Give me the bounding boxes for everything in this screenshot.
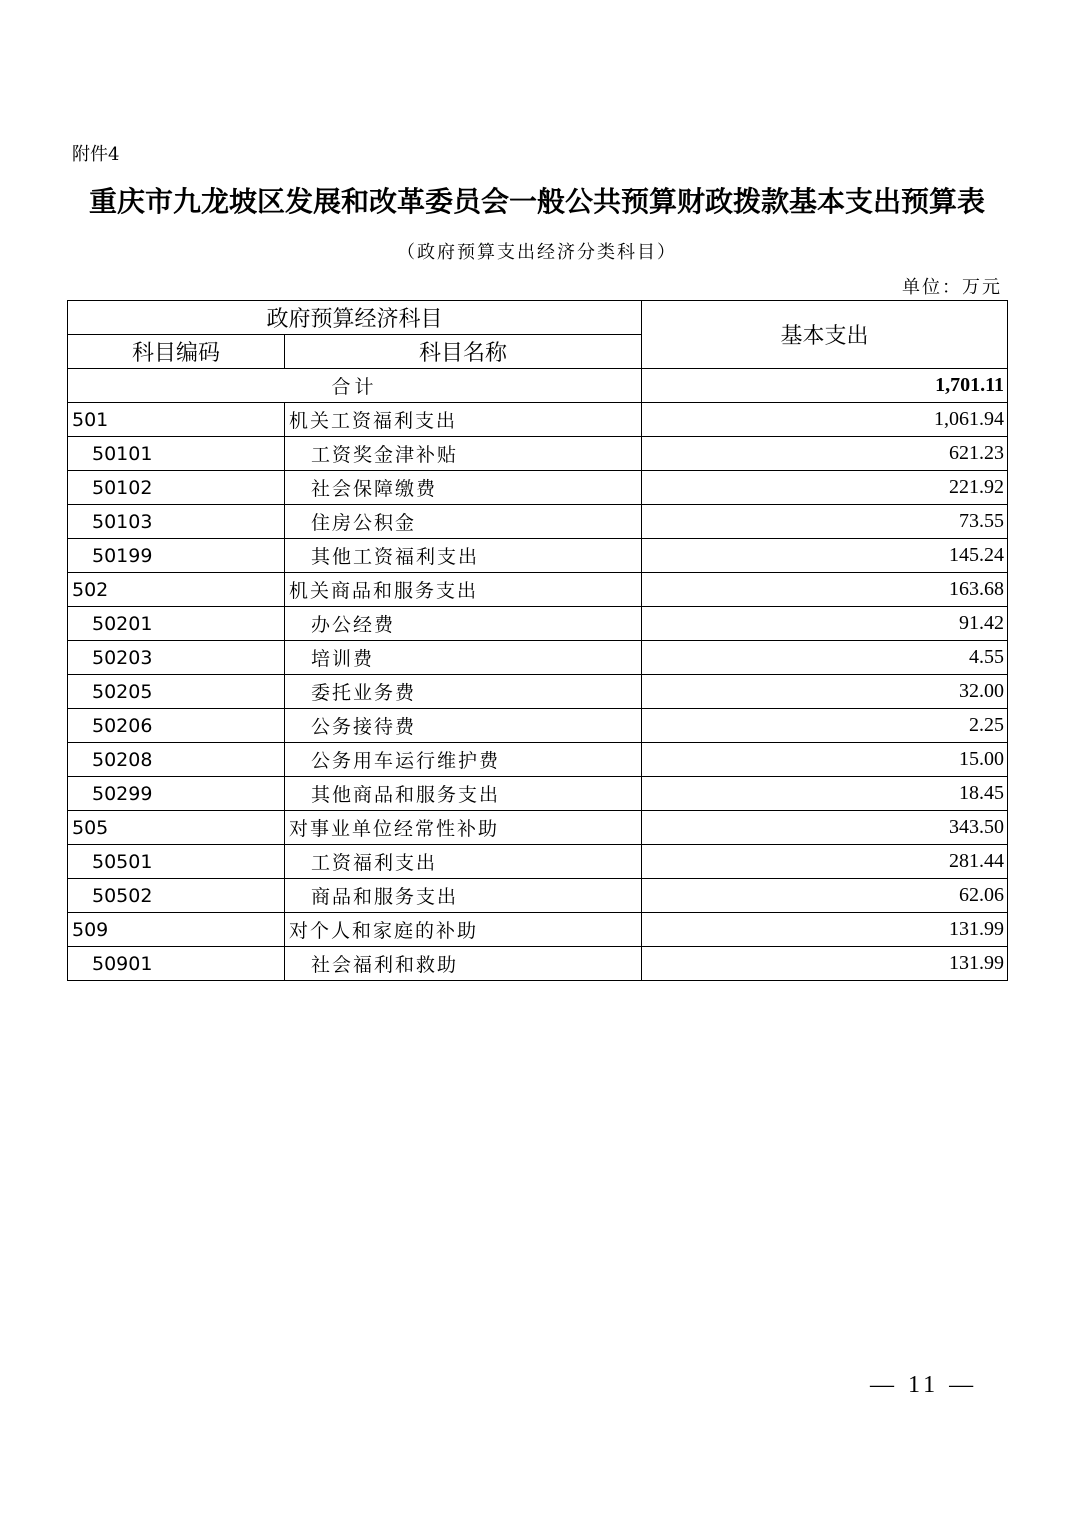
- row-code: 50299: [68, 777, 285, 811]
- row-amount: 73.55: [642, 505, 1008, 539]
- header-code: 科目编码: [68, 335, 285, 369]
- table-row: [68, 573, 1008, 607]
- table-row: [68, 675, 1008, 709]
- row-code: 502: [68, 573, 285, 607]
- table-row: [68, 709, 1008, 743]
- table-row: [68, 811, 1008, 845]
- table-row: [68, 471, 1008, 505]
- row-code: 50203: [68, 641, 285, 675]
- row-name: 工资福利支出: [285, 845, 642, 879]
- table-row: [68, 947, 1008, 981]
- row-amount: 221.92: [642, 471, 1008, 505]
- row-code: 50101: [68, 437, 285, 471]
- row-code: 50901: [68, 947, 285, 981]
- page-number: — 11 —: [870, 1372, 978, 1398]
- row-code: 50206: [68, 709, 285, 743]
- table-row: [68, 845, 1008, 879]
- row-amount: 621.23: [642, 437, 1008, 471]
- row-amount: 32.00: [642, 675, 1008, 709]
- row-name: 社会福利和救助: [285, 947, 642, 981]
- row-amount: 163.68: [642, 573, 1008, 607]
- row-name: 对个人和家庭的补助: [285, 913, 642, 947]
- row-name: 公务用车运行维护费: [285, 743, 642, 777]
- row-name: 公务接待费: [285, 709, 642, 743]
- total-row: [68, 369, 1008, 403]
- row-code: 50205: [68, 675, 285, 709]
- total-amount: 1,701.11: [642, 369, 1008, 403]
- row-code: 50103: [68, 505, 285, 539]
- table-row: [68, 505, 1008, 539]
- row-name: 其他商品和服务支出: [285, 777, 642, 811]
- budget-table: [67, 300, 1008, 981]
- row-name: 培训费: [285, 641, 642, 675]
- header-group: 政府预算经济科目: [68, 301, 642, 335]
- page-subtitle: （政府预算支出经济分类科目）: [397, 242, 677, 263]
- row-code: 505: [68, 811, 285, 845]
- total-label: 合计: [68, 369, 642, 403]
- row-code: 50501: [68, 845, 285, 879]
- row-code: 50502: [68, 879, 285, 913]
- row-amount: 131.99: [642, 947, 1008, 981]
- header-name: 科目名称: [285, 335, 642, 369]
- attachment-label: 附件4: [72, 144, 120, 165]
- row-name: 工资奖金津补贴: [285, 437, 642, 471]
- row-name: 委托业务费: [285, 675, 642, 709]
- row-name: 机关商品和服务支出: [285, 573, 642, 607]
- table-row: [68, 879, 1008, 913]
- unit-label: 单位：万元: [902, 277, 1002, 298]
- row-amount: 18.45: [642, 777, 1008, 811]
- row-code: 50201: [68, 607, 285, 641]
- row-amount: 131.99: [642, 913, 1008, 947]
- row-code: 50208: [68, 743, 285, 777]
- row-code: 501: [68, 403, 285, 437]
- header-amount: 基本支出: [642, 301, 1008, 369]
- row-code: 50199: [68, 539, 285, 573]
- row-amount: 2.25: [642, 709, 1008, 743]
- row-amount: 4.55: [642, 641, 1008, 675]
- row-name: 其他工资福利支出: [285, 539, 642, 573]
- table-row: [68, 403, 1008, 437]
- table-row: [68, 607, 1008, 641]
- row-name: 办公经费: [285, 607, 642, 641]
- table-row: [68, 539, 1008, 573]
- row-name: 社会保障缴费: [285, 471, 642, 505]
- row-code: 50102: [68, 471, 285, 505]
- row-amount: 1,061.94: [642, 403, 1008, 437]
- row-code: 509: [68, 913, 285, 947]
- table-row: [68, 743, 1008, 777]
- row-name: 机关工资福利支出: [285, 403, 642, 437]
- row-amount: 343.50: [642, 811, 1008, 845]
- row-amount: 15.00: [642, 743, 1008, 777]
- row-amount: 281.44: [642, 845, 1008, 879]
- row-name: 对事业单位经常性补助: [285, 811, 642, 845]
- table-row: [68, 641, 1008, 675]
- row-amount: 91.42: [642, 607, 1008, 641]
- row-name: 商品和服务支出: [285, 879, 642, 913]
- table-row: [68, 913, 1008, 947]
- row-name: 住房公积金: [285, 505, 642, 539]
- row-amount: 62.06: [642, 879, 1008, 913]
- page-title: 重庆市九龙坡区发展和改革委员会一般公共预算财政拨款基本支出预算表: [88, 185, 985, 218]
- table-row: [68, 437, 1008, 471]
- row-amount: 145.24: [642, 539, 1008, 573]
- table-row: [68, 777, 1008, 811]
